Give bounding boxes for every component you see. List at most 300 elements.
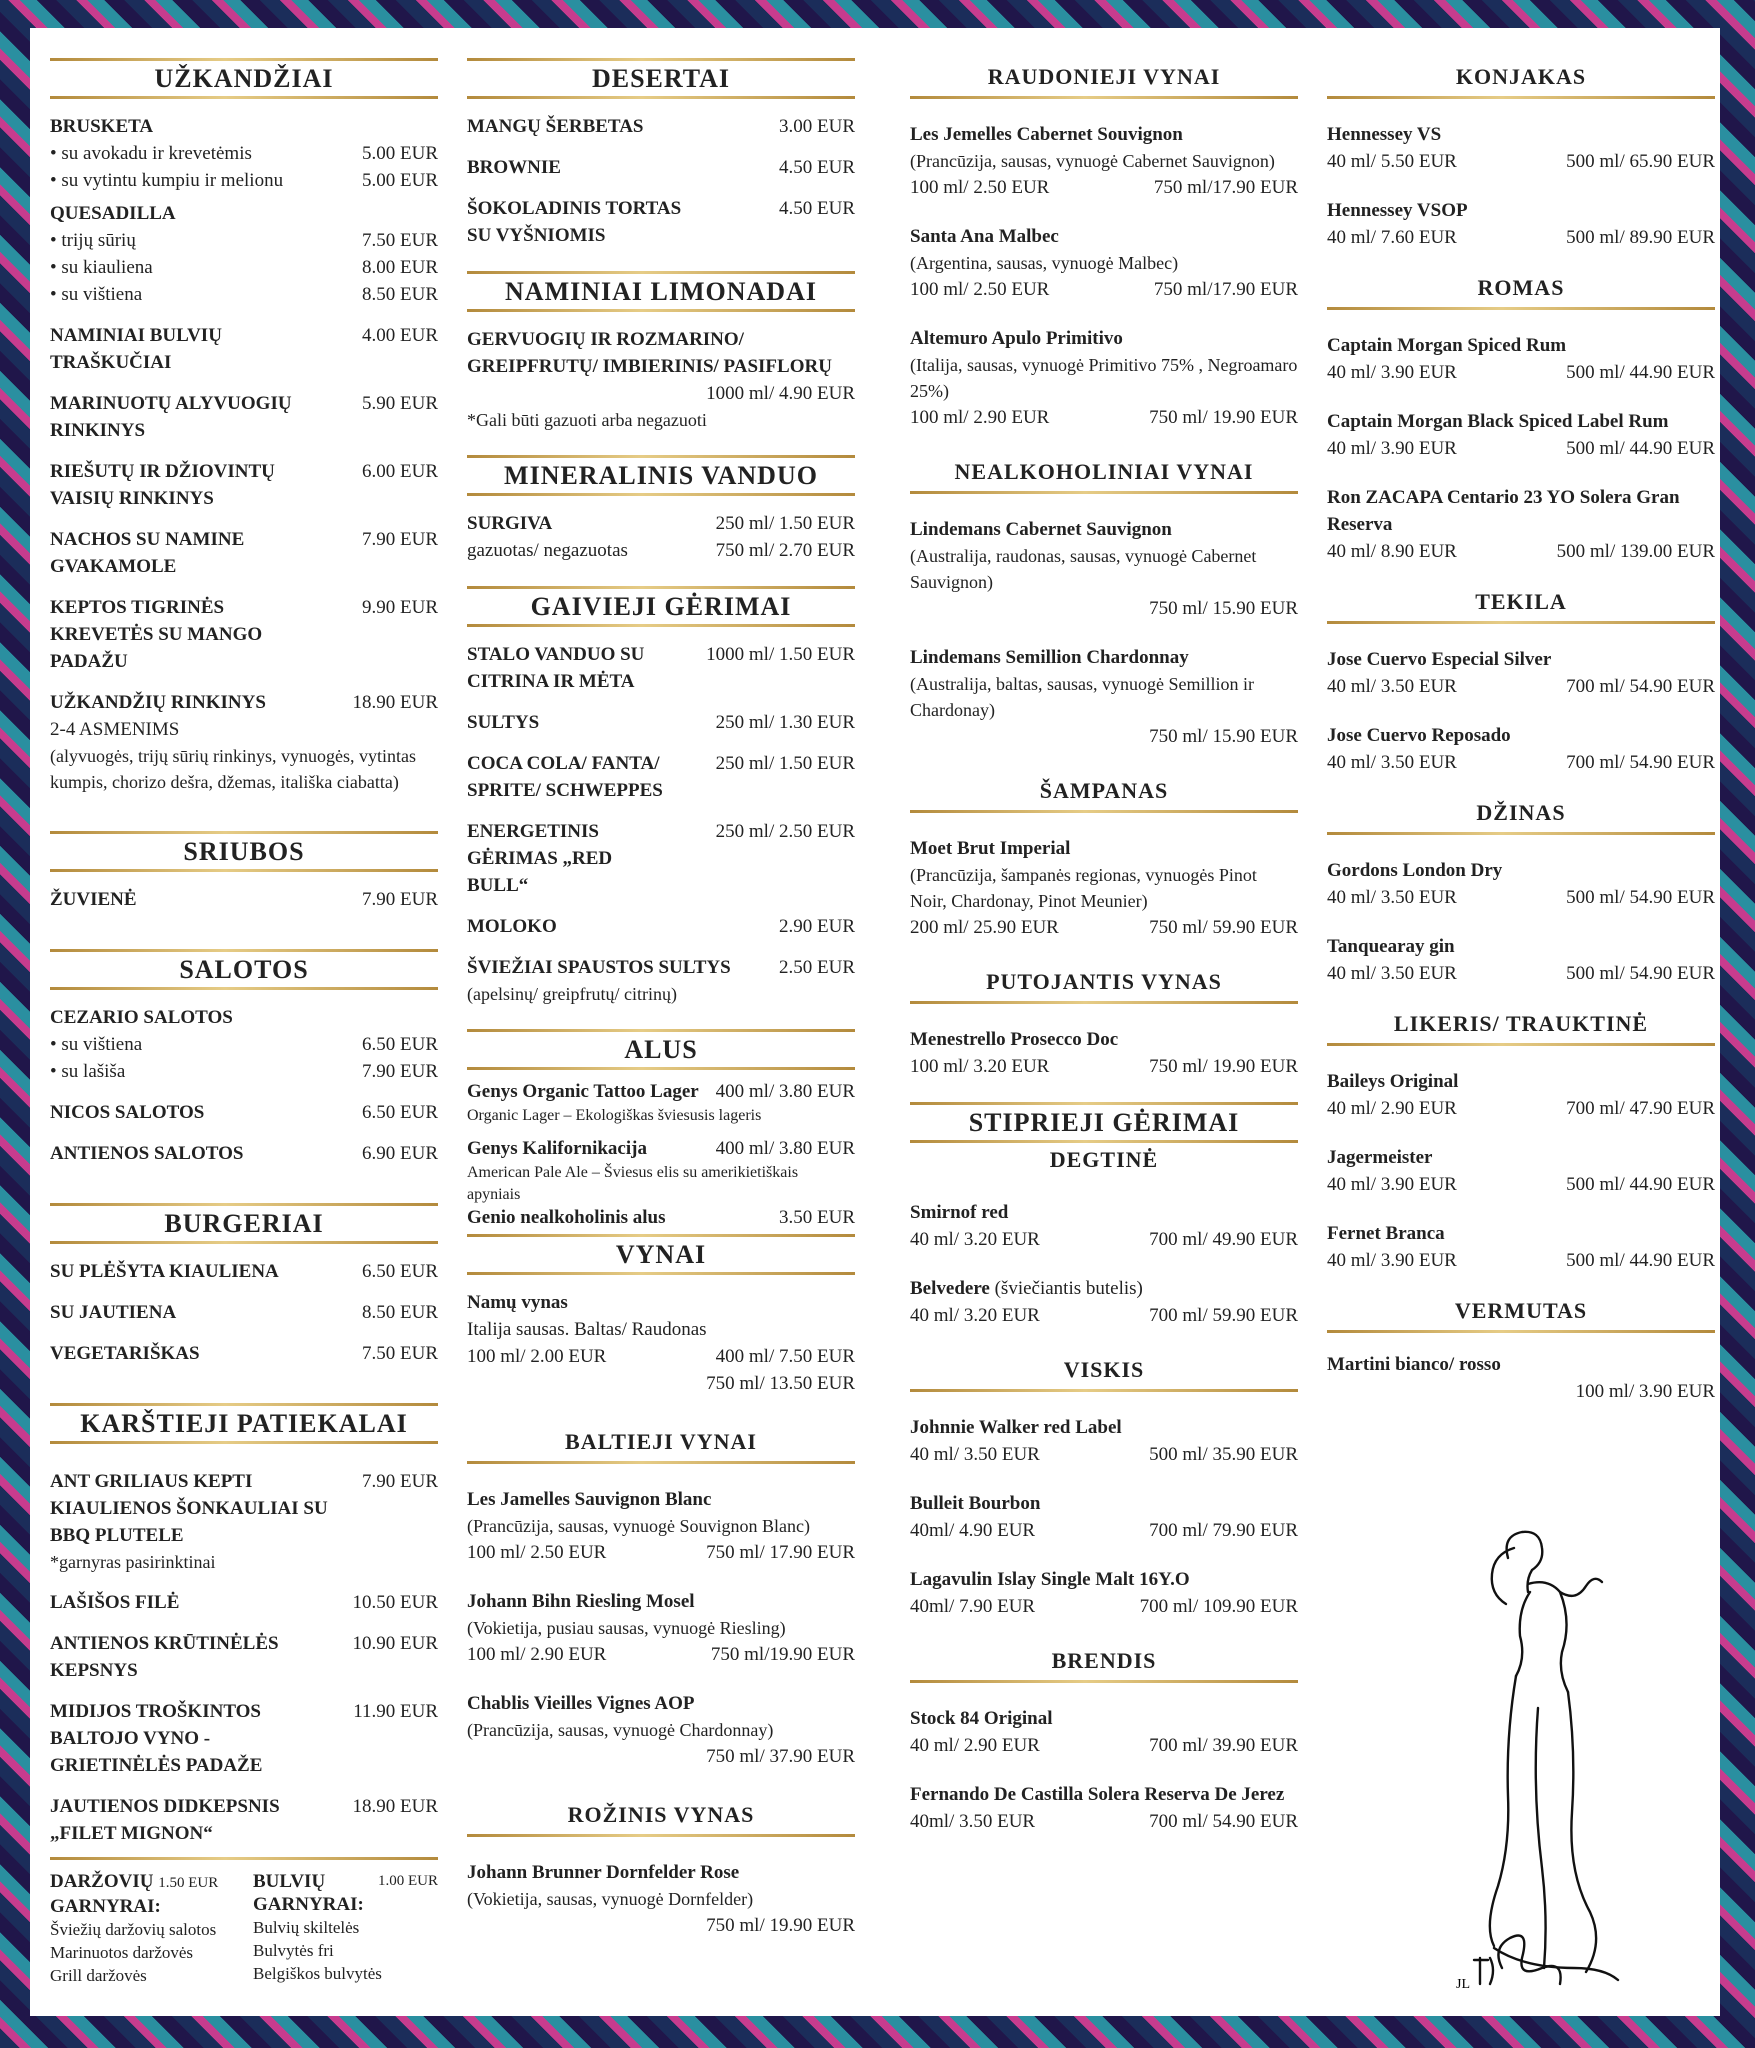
menu-item (50, 886, 438, 913)
item-row (467, 641, 855, 695)
item-name: UŽKANDŽIŲ RINKINYS (50, 692, 266, 713)
option-name: • su lašiša (50, 1061, 126, 1082)
item-name: Johann Bihn Riesling Mosel (467, 1591, 695, 1612)
menu-item (910, 1705, 1298, 1759)
item-price: 500 ml/ 44.90 EUR (1566, 1250, 1715, 1271)
item-desc: (Argentina, sausas, vynuogė Malbec) (910, 253, 1179, 273)
garnish-price: 1.00 EUR (378, 1873, 438, 1889)
garnish-list (253, 1916, 438, 1985)
menu-item (910, 644, 1298, 750)
item-price: 7.90 EUR (362, 529, 438, 550)
section-header (467, 455, 855, 496)
menu-item (467, 326, 855, 433)
item-price: 40 ml/ 3.90 EUR (1327, 1250, 1457, 1271)
section-title: MINERALINIS VANDUO (504, 461, 818, 490)
option-row (50, 281, 438, 308)
item-price: 40 ml/ 3.50 EUR (1327, 887, 1457, 908)
price-row (467, 1641, 855, 1668)
item-row (467, 113, 855, 140)
item-list (467, 641, 855, 940)
item-name: MARINUOTŲ ALYVUOGIŲ RINKINYS (50, 393, 292, 441)
item-name: Lagavulin Islay Single Malt 16Y.O (910, 1569, 1190, 1590)
item-price: 500 ml/ 54.90 EUR (1566, 963, 1715, 984)
menu-item (467, 195, 855, 249)
item-price: 750 ml/ 59.90 EUR (1149, 917, 1298, 938)
menu-item (910, 325, 1298, 431)
item-name: SURGIVA (467, 513, 553, 534)
item-name: JAUTIENOS DIDKEPSNIS „FILET MIGNON“ (50, 1796, 280, 1844)
item-price: 750 ml/ 15.90 EUR (1149, 726, 1298, 747)
item-name: Genio nealkoholinis alus (467, 1207, 666, 1228)
price-row (467, 1539, 855, 1566)
section-title: VYNAI (615, 1240, 707, 1269)
option-name: • su vištiena (50, 284, 143, 305)
item-price: 250 ml/ 1.30 EUR (715, 712, 855, 733)
section-title: BALTIEJI VYNAI (565, 1429, 757, 1454)
item-price: 700 ml/ 47.90 EUR (1566, 1098, 1715, 1119)
menu-item (467, 954, 855, 1007)
garnish-label: GARNYRAI: (50, 1896, 161, 1917)
section-title: PUTOJANTIS VYNAS (986, 969, 1222, 994)
menu-item (50, 1099, 438, 1126)
item-list (467, 113, 855, 249)
item-desc: (Australija, baltas, sausas, vynuogė Semillion ir Chardonay) (910, 674, 1254, 720)
price-row (1327, 359, 1715, 386)
item-row (467, 818, 855, 899)
item-price: 18.90 EUR (352, 692, 438, 713)
item-row (50, 1140, 438, 1167)
menu-item (50, 1630, 438, 1684)
item-row (50, 1099, 438, 1126)
item-desc: gazuotas/ negazuotas (467, 540, 628, 561)
item-name: RIEŠUTŲ IR DŽIOVINTŲ VAISIŲ RINKINYS (50, 461, 275, 509)
item-desc: (Vokietija, pusiau sausas, vynuogė Riesling) (467, 1618, 786, 1638)
item-row (50, 1793, 438, 1847)
item-price: 200 ml/ 25.90 EUR (910, 917, 1059, 938)
menu-item (50, 390, 438, 444)
item-price: 700 ml/ 109.90 EUR (1139, 1596, 1298, 1617)
item-name: Menestrello Prosecco Doc (910, 1029, 1119, 1050)
section-header (1327, 269, 1715, 310)
item-desc: (Prancūzija, šampanės regionas, vynuogės Pinot Noir, Chardonay, Pinot Meunier) (910, 865, 1257, 911)
item-name: NICOS SALOTOS (50, 1102, 205, 1123)
item-row (50, 594, 438, 675)
garnish-list (50, 1918, 235, 1987)
section-title: TEKILA (1475, 589, 1567, 614)
option-row (50, 254, 438, 281)
item-name: Smirnof red (910, 1202, 1009, 1223)
item-price: 4.00 EUR (362, 325, 438, 346)
subsection-header (910, 1143, 1298, 1177)
item-price: 18.90 EUR (352, 1796, 438, 1817)
item-name: Jose Cuervo Reposado (1327, 725, 1511, 746)
item-price: 6.90 EUR (362, 1143, 438, 1164)
item-name: STALO VANDUO SU CITRINA IR MĖTA (467, 644, 645, 692)
item-price: 40ml/ 7.90 EUR (910, 1596, 1036, 1617)
menu-item (1327, 332, 1715, 386)
option-row (50, 227, 438, 254)
section-title: DESERTAI (591, 64, 731, 93)
item-name: Chablis Vieilles Vignes AOP (467, 1693, 695, 1714)
item-name: ANTIENOS SALOTOS (50, 1143, 244, 1164)
item-name: MIDIJOS TROŠKINTOS BALTOJO VYNO - GRIETINĖLĖS PADAŽE (50, 1701, 263, 1776)
item-list (467, 1078, 855, 1206)
option-price: 7.90 EUR (362, 1061, 438, 1082)
item-desc: (Australija, raudonas, sausas, vynuogė Cabernet Sauvignon) (910, 546, 1257, 592)
price-row (910, 174, 1298, 201)
garnish-item: Bulvytės fri (253, 1941, 334, 1960)
garnish-item: Belgiškos bulvytės (253, 1964, 382, 1983)
item-name: MOLOKO (467, 916, 557, 937)
item-row (467, 195, 855, 249)
item-name: SULTYS (467, 712, 540, 733)
item-name: QUESADILLA (50, 203, 176, 224)
option-row (50, 167, 438, 194)
item-price: 400 ml/ 3.80 EUR (715, 1081, 855, 1102)
menu-item (50, 1698, 438, 1779)
item-price: 250 ml/ 1.50 EUR (715, 753, 855, 774)
item-list (910, 835, 1298, 941)
option-name: • su kiauliena (50, 257, 153, 278)
section-title: LIKERIS/ TRAUKTINĖ (1393, 1011, 1649, 1036)
price-row (1327, 884, 1715, 911)
option-list (50, 227, 438, 308)
price-row (1327, 673, 1715, 700)
item-name: Moet Brut Imperial (910, 838, 1071, 859)
section-title: GAIVIEJI GĖRIMAI (530, 592, 792, 621)
item-name: Belvedere (šviečiantis butelis) (910, 1278, 1143, 1299)
item-name: Santa Ana Malbec (910, 226, 1059, 247)
item-note: (šviečiantis butelis) (989, 1278, 1143, 1299)
column-spirits (1327, 58, 1715, 1405)
section-header (467, 1234, 855, 1275)
item-desc: (Prancūzija, sausas, vynuogė Souvignon Blanc) (467, 1516, 810, 1536)
item-name: Altemuro Apulo Primitivo (910, 328, 1123, 349)
option-list (50, 140, 438, 194)
item-row (467, 154, 855, 181)
section-title: KARŠTIEJI PATIEKALAI (80, 1409, 408, 1438)
item-price: 40 ml/ 8.90 EUR (1327, 541, 1457, 562)
section-header (910, 772, 1298, 813)
item-price: 500 ml/ 44.90 EUR (1566, 438, 1715, 459)
item-price: 750 ml/ 19.90 EUR (706, 1915, 855, 1936)
menu-item (1327, 1351, 1715, 1405)
item-row (467, 709, 855, 736)
item-price: 6.50 EUR (362, 1261, 438, 1282)
item-price: 40 ml/ 2.90 EUR (1327, 1098, 1457, 1119)
price-row (910, 1593, 1298, 1620)
item-row (467, 1078, 855, 1105)
item-price: 750 ml/ 2.70 EUR (715, 540, 855, 561)
item-price: 400 ml/ 7.50 EUR (715, 1346, 855, 1367)
menu-item (910, 121, 1298, 201)
item-price: 100 ml/ 2.50 EUR (467, 1542, 607, 1563)
item-name: MANGŲ ŠERBETAS (467, 116, 644, 137)
option-list (50, 1031, 438, 1085)
price-row (1327, 1247, 1715, 1274)
item-row (50, 1630, 438, 1684)
price-row (910, 1053, 1298, 1080)
item-desc: Italija sausas. Baltas/ Raudonas (467, 1319, 707, 1340)
section-title: DEGTINĖ (1049, 1147, 1159, 1172)
item-price: 6.00 EUR (362, 461, 438, 482)
section-title: UŽKANDŽIAI (154, 64, 334, 93)
item-row (50, 1340, 438, 1367)
garnish-vegetables (50, 1870, 235, 1987)
item-desc: (Italija, sausas, vynuogė Primitivo 75% , Negroamaro 25%) (910, 355, 1298, 401)
menu-item (1327, 857, 1715, 911)
section-title: NEALKOHOLINIAI VYNAI (954, 459, 1254, 484)
section-header (1327, 794, 1715, 835)
item-price: 40ml/ 4.90 EUR (910, 1520, 1036, 1541)
section-title: VERMUTAS (1454, 1298, 1588, 1323)
item-price: 700 ml/ 79.90 EUR (1149, 1520, 1298, 1541)
garnish-item: Grill daržovės (50, 1966, 147, 1985)
menu-item (50, 689, 438, 795)
option-name: • trijų sūrių (50, 230, 136, 251)
item-name: Gordons London Dry (1327, 860, 1503, 881)
item-name: COCA COLA/ FANTA/ SPRITE/ SCHWEPPES (467, 753, 663, 801)
price-row (910, 1808, 1298, 1835)
section-header (467, 1796, 855, 1837)
option-name: • su avokadu ir krevetėmis (50, 143, 252, 164)
price-row (1327, 960, 1715, 987)
item-list (467, 1486, 855, 1770)
menu-item (910, 1199, 1298, 1253)
menu-item (1327, 722, 1715, 776)
section-header (910, 963, 1298, 1004)
item-name: Jose Cuervo Especial Silver (1327, 649, 1552, 670)
menu-item (1327, 1068, 1715, 1122)
item-price: 7.90 EUR (362, 1471, 438, 1492)
item-price: 11.90 EUR (353, 1701, 438, 1722)
menu-item (467, 154, 855, 181)
garnish-block (50, 1870, 438, 1987)
item-price: 500 ml/ 35.90 EUR (1149, 1444, 1298, 1465)
section-title: ŠAMPANAS (1039, 778, 1169, 803)
item-price: 40 ml/ 3.50 EUR (1327, 752, 1457, 773)
option-row (50, 1031, 438, 1058)
garnish-item: Marinuotos daržovės (50, 1943, 194, 1962)
item-name: Johnnie Walker red Label (910, 1417, 1122, 1438)
section-header (910, 453, 1298, 494)
section-header (50, 1403, 438, 1444)
item-price: 700 ml/ 49.90 EUR (1149, 1229, 1298, 1250)
item-name: Fernando De Castilla Solera Reserva De Jerez (910, 1784, 1285, 1805)
item-row (50, 1698, 438, 1779)
item-desc: (Vokietija, sausas, vynuogė Dornfelder) (467, 1889, 754, 1909)
item-name: ANT GRILIAUS KEPTI KIAULIENOS ŠONKAULIAI SU BBQ PLUTELE (50, 1471, 328, 1546)
item-desc: (apelsinų/ greipfrutų/ citrinų) (467, 984, 677, 1004)
item-name: SU PLĖŠYTA KIAULIENA (50, 1261, 279, 1282)
menu-item (1327, 933, 1715, 987)
section-header (1327, 583, 1715, 624)
section-title: KONJAKAS (1455, 64, 1587, 89)
item-list (50, 322, 438, 675)
menu-item (50, 1140, 438, 1167)
item-price: 40 ml/ 2.90 EUR (910, 1735, 1040, 1756)
menu-item (467, 913, 855, 940)
column-drinks (467, 58, 855, 1939)
option-price: 5.00 EUR (362, 143, 438, 164)
item-price: 750 ml/ 15.90 EUR (1149, 598, 1298, 619)
menu-item (50, 113, 438, 308)
item-price: 700 ml/ 54.90 EUR (1566, 676, 1715, 697)
item-price: 40 ml/ 3.20 EUR (910, 1229, 1040, 1250)
item-name: Captain Morgan Spiced Rum (1327, 335, 1567, 356)
option-price: 5.00 EUR (362, 170, 438, 191)
item-price: 40 ml/ 5.50 EUR (1327, 151, 1457, 172)
item-desc: *Gali būti gazuoti arba negazuoti (467, 410, 707, 430)
item-list (910, 1705, 1298, 1835)
price-row (910, 1441, 1298, 1468)
section-title: VISKIS (1063, 1357, 1145, 1382)
menu-item (1327, 484, 1715, 565)
item-price: 5.90 EUR (362, 393, 438, 414)
item-name: ENERGETINIS GĖRIMAS „RED BULL“ (467, 821, 613, 896)
section-title: ROMAS (1477, 275, 1565, 300)
option-name: • su vištiena (50, 1034, 143, 1055)
section-header (1327, 1292, 1715, 1333)
section-header (467, 58, 855, 99)
item-name: ŽUVIENĖ (50, 889, 137, 910)
item-price: 2.90 EUR (779, 916, 855, 937)
item-name: Namų vynas (467, 1292, 568, 1313)
item-price: 10.90 EUR (352, 1633, 438, 1654)
option-price: 7.50 EUR (362, 230, 438, 251)
menu-item (50, 1004, 438, 1085)
section-header (1327, 1005, 1715, 1046)
price-row (1327, 148, 1715, 175)
signature-text: JL (1456, 1977, 1470, 1992)
menu-item (910, 1026, 1298, 1080)
item-row (467, 913, 855, 940)
item-price: 500 ml/ 54.90 EUR (1566, 887, 1715, 908)
menu-item (467, 1690, 855, 1770)
item-price: 3.50 EUR (779, 1207, 855, 1228)
item-price: 8.50 EUR (362, 1302, 438, 1323)
menu-item (50, 1340, 438, 1367)
item-name: KEPTOS TIGRINĖS KREVETĖS SU MANGO PADAŽU (50, 597, 263, 672)
section-header (50, 831, 438, 872)
item-price: 40 ml/ 3.20 EUR (910, 1305, 1040, 1326)
item-name: Hennessey VS (1327, 124, 1442, 145)
item-desc: (Prancūzija, sausas, vynuogė Chardonnay) (467, 1720, 774, 1740)
item-name: ŠOKOLADINIS TORTAS SU VYŠNIOMIS (467, 198, 682, 246)
item-price: 700 ml/ 39.90 EUR (1149, 1735, 1298, 1756)
item-price: 700 ml/ 59.90 EUR (1149, 1305, 1298, 1326)
item-name: Johann Brunner Dornfelder Rose (467, 1862, 740, 1883)
item-name: Genys Kalifornikacija (467, 1138, 647, 1159)
menu-item (467, 750, 855, 804)
menu-item (1327, 646, 1715, 700)
item-price: 100 ml/ 2.90 EUR (467, 1644, 607, 1665)
menu-item (50, 458, 438, 512)
item-name: Les Jamelles Sauvignon Blanc (467, 1489, 712, 1510)
item-list (50, 1099, 438, 1167)
menu-item (910, 1490, 1298, 1544)
menu-item (910, 1566, 1298, 1620)
item-price: 4.50 EUR (779, 198, 855, 219)
item-price: 500 ml/ 89.90 EUR (1566, 227, 1715, 248)
item-price: 700 ml/ 54.90 EUR (1566, 752, 1715, 773)
section-header (467, 586, 855, 627)
section-title: BURGERIAI (164, 1209, 324, 1238)
section-title: ROŽINIS VYNAS (567, 1802, 755, 1827)
price-row (1327, 1171, 1715, 1198)
item-row (50, 1258, 438, 1285)
section-header (910, 58, 1298, 99)
menu-item (910, 835, 1298, 941)
item-price: 500 ml/ 44.90 EUR (1566, 362, 1715, 383)
item-list (910, 1414, 1298, 1620)
price-row (910, 276, 1298, 303)
price-row (910, 1226, 1298, 1253)
item-price: 40 ml/ 3.50 EUR (1327, 676, 1457, 697)
item-row (50, 322, 438, 376)
menu-item (910, 223, 1298, 303)
item-list (910, 121, 1298, 431)
item-name: Jagermeister (1327, 1147, 1433, 1168)
item-price: 40 ml/ 7.60 EUR (1327, 227, 1457, 248)
item-price: 750 ml/ 13.50 EUR (706, 1373, 855, 1394)
item-name: Baileys Original (1327, 1071, 1459, 1092)
menu-item (467, 641, 855, 695)
item-desc: Organic Lager – Ekologiškas šviesusis lageris (467, 1107, 762, 1124)
item-price: 750 ml/17.90 EUR (1153, 279, 1298, 300)
item-price: 750 ml/19.90 EUR (710, 1644, 855, 1665)
item-price: 100 ml/ 3.20 EUR (910, 1056, 1050, 1077)
item-desc: (alyvuogės, trijų sūrių rinkinys, vynuogės, vytintas kumpis, chorizo dešra, džemas, itališka ciabatta) (50, 746, 416, 792)
item-price: 100 ml/ 2.50 EUR (910, 279, 1050, 300)
item-price: 40 ml/ 3.90 EUR (1327, 362, 1457, 383)
menu-item (467, 709, 855, 736)
column-wines (910, 58, 1298, 1835)
item-list (50, 1258, 438, 1367)
item-row (50, 390, 438, 444)
section-header (467, 271, 855, 312)
item-name: LAŠIŠOS FILĖ (50, 1592, 180, 1613)
item-row (50, 1589, 438, 1616)
item-desc: (Prancūzija, sausas, vynuogė Cabernet Sauvignon) (910, 151, 1275, 171)
option-price: 8.50 EUR (362, 284, 438, 305)
item-price: 7.90 EUR (362, 889, 438, 910)
menu-item (467, 1206, 855, 1230)
menu-item (50, 594, 438, 675)
garnish-item: Šviežių daržovių salotos (50, 1920, 217, 1939)
price-row (1327, 538, 1715, 565)
menu-item (50, 1299, 438, 1326)
price-row (910, 914, 1298, 941)
section-header (910, 1102, 1298, 1143)
item-price: 40 ml/ 3.90 EUR (1327, 438, 1457, 459)
item-price: 40 ml/ 3.50 EUR (910, 1444, 1040, 1465)
item-price: 9.90 EUR (362, 597, 438, 618)
item-price: 10.50 EUR (352, 1592, 438, 1613)
dancer-illustration (1450, 1528, 1620, 1998)
item-price: 250 ml/ 2.50 EUR (715, 821, 855, 842)
menu-item (1327, 408, 1715, 462)
section-title: SRIUBOS (183, 837, 305, 866)
menu-item (910, 516, 1298, 622)
item-price: 6.50 EUR (362, 1102, 438, 1123)
section-title: RAUDONIEJI VYNAI (987, 64, 1221, 89)
item-list (1327, 332, 1715, 565)
section-header (1327, 58, 1715, 99)
price-row (1327, 749, 1715, 776)
menu-item (467, 1135, 855, 1206)
menu-item (50, 1468, 438, 1575)
